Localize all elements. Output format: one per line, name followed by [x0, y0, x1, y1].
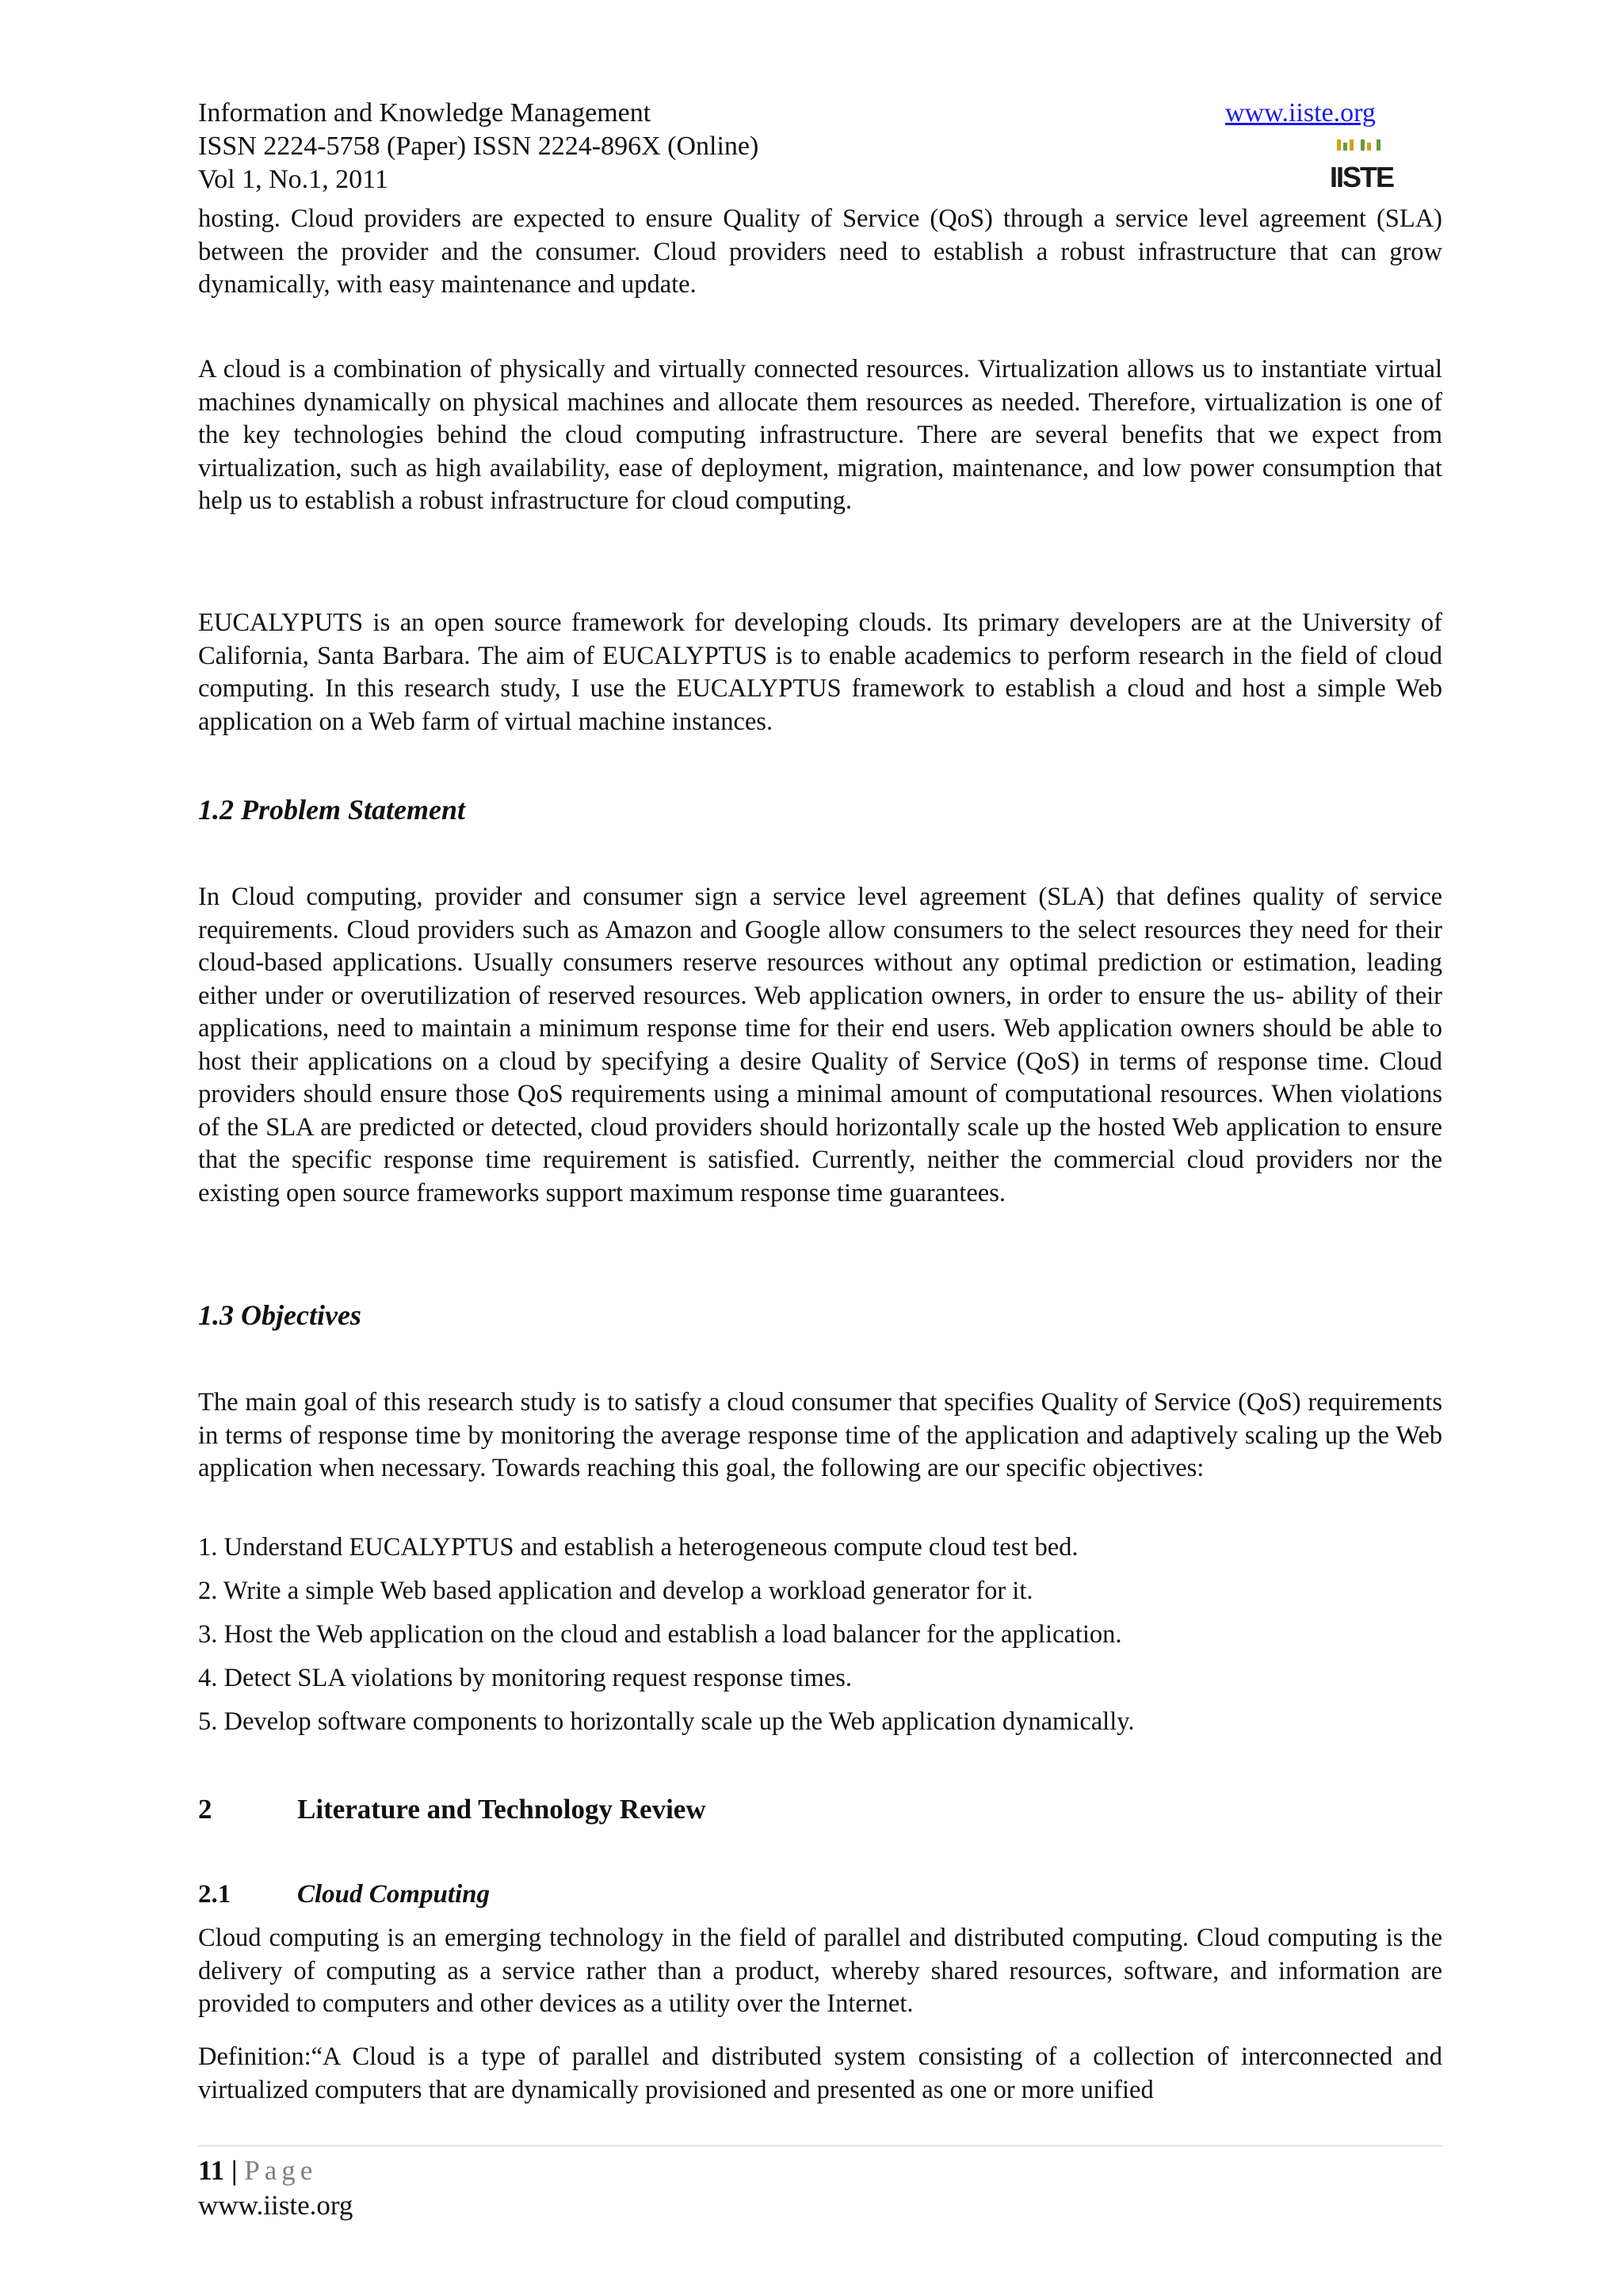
paragraph-eucalyptus: EUCALYPUTS is an open source framework for developing clouds. Its primary developers are at the University of California, Santa Barbara. The aim of EUCALYPTUS is to enable academics to perform research in the field of cloud computing. In this research study, I use the EUCALYPTUS framework to establish a cloud and host a simple Web application on a Web farm of virtual machine instances. — [198, 608, 1442, 736]
paragraph-problem-statement: In Cloud computing, provider and consumer sign a service level agreement (SLA) that defines quality of service requirements. Cloud providers such as Amazon and Google allow consumers to the select resources they need for their cloud-based applications. Usually consumers reserve resources without any optimal prediction or estimation, leading either under or overutilization of reserved resources. Web application owners, in order to ensure the us- ability of their applications, need to maintain a minimum response time for their end users. Web application owners should be able to host their applications on a cloud by specifying a desire Quality of Service (QoS) in terms of response time. Cloud providers should ensure those QoS requirements using a minimal amount of computational resources. When violations of the SLA are predicted or detected, cloud providers should horizontally scale up the hosted Web application to ensure that the specific response time requirement is satisfied. Currently, neither the commercial cloud providers nor the existing open source frameworks support maximum response time guarantees. — [198, 883, 1442, 1207]
paragraph-intro-continued: hosting. Cloud providers are expected to ensure Quality of Service (QoS) through a service level agreement (SLA) between the provider and the consumer. Cloud providers need to establish a robust infrastructure that can grow dynamically, with easy maintenance and update. — [198, 204, 1442, 299]
paragraph-definition: Definition:“A Cloud is a type of parallel and distributed system consisting of a collection of interconnected and virtualized computers that are dynamically provisioned and presented as one or more unified — [198, 2042, 1442, 2104]
objectives-list — [198, 1531, 1442, 1749]
paragraph-cloud-combination: A cloud is a combination of physically and virtually connected resources. Virtualization allows us to instantiate virtual machines dynamically on physical machines and allocate them resources as needed. Therefore, virtualization is one of the key technologies behind the cloud computing infrastructure. There are several benefits that we expect from virtualization, such as high availability, ease of deployment, migration, maintenance, and low power consumption that help us to establish a robust infrastructure for cloud computing. — [198, 355, 1442, 515]
journal-header — [198, 97, 1387, 196]
section-2-heading — [198, 1792, 1442, 1827]
iiste-logo — [1329, 138, 1394, 193]
section-title: Literature and Technology Review — [297, 1794, 706, 1825]
journal-volume: Vol 1, No.1, 2011 — [198, 165, 388, 194]
svg-text:IISTE: IISTE — [1329, 161, 1394, 193]
page-number: 11 — [198, 2155, 225, 2186]
section-1-3-heading: 1.3 Objectives — [198, 1299, 361, 1331]
journal-title: Information and Knowledge Management — [198, 98, 651, 128]
page-footer — [198, 2153, 353, 2223]
subsection-title: Cloud Computing — [297, 1880, 491, 1909]
page-separator: | — [231, 2155, 238, 2186]
page-word: Page — [244, 2155, 318, 2186]
list-item: 2. Write a simple Web based application and develop a workload generator for it. — [198, 1577, 1033, 1605]
paragraph-objectives: The main goal of this research study is to satisfy a cloud consumer that specifies Quality of Service (QoS) requirements in terms of response time by monitoring the average response time of the application and adaptively scaling up the Web application when necessary. Towards reaching this goal, the following are our specific objectives: — [198, 1388, 1442, 1482]
list-item: 3. Host the Web application on the cloud and establish a load balancer for the application. — [198, 1620, 1122, 1649]
section-2-1-heading — [198, 1878, 1442, 1911]
footer-divider — [198, 2145, 1442, 2146]
list-item: 1. Understand EUCALYPTUS and establish a heterogeneous compute cloud test bed. — [198, 1533, 1079, 1562]
list-item: 4. Detect SLA violations by monitoring request response times. — [198, 1664, 853, 1692]
section-1-2-heading: 1.2 Problem Statement — [198, 794, 465, 826]
footer-website: www.iiste.org — [198, 2190, 353, 2221]
subsection-number: 2.1 — [198, 1880, 231, 1909]
section-number: 2 — [198, 1794, 212, 1825]
list-item: 5. Develop software components to horizontally scale up the Web application dynamically. — [198, 1707, 1135, 1736]
header-website-link[interactable]: www.iiste.org — [1225, 98, 1376, 128]
paragraph-cloud-computing: Cloud computing is an emerging technology in the field of parallel and distributed computing. Cloud computing is the delivery of computing as a service rather than a product, whereby shared resources, software, and information are provided to computers and other devices as a utility over the Internet. — [198, 1924, 1442, 2018]
journal-issn: ISSN 2224-5758 (Paper) ISSN 2224-896X (Online) — [198, 132, 759, 161]
